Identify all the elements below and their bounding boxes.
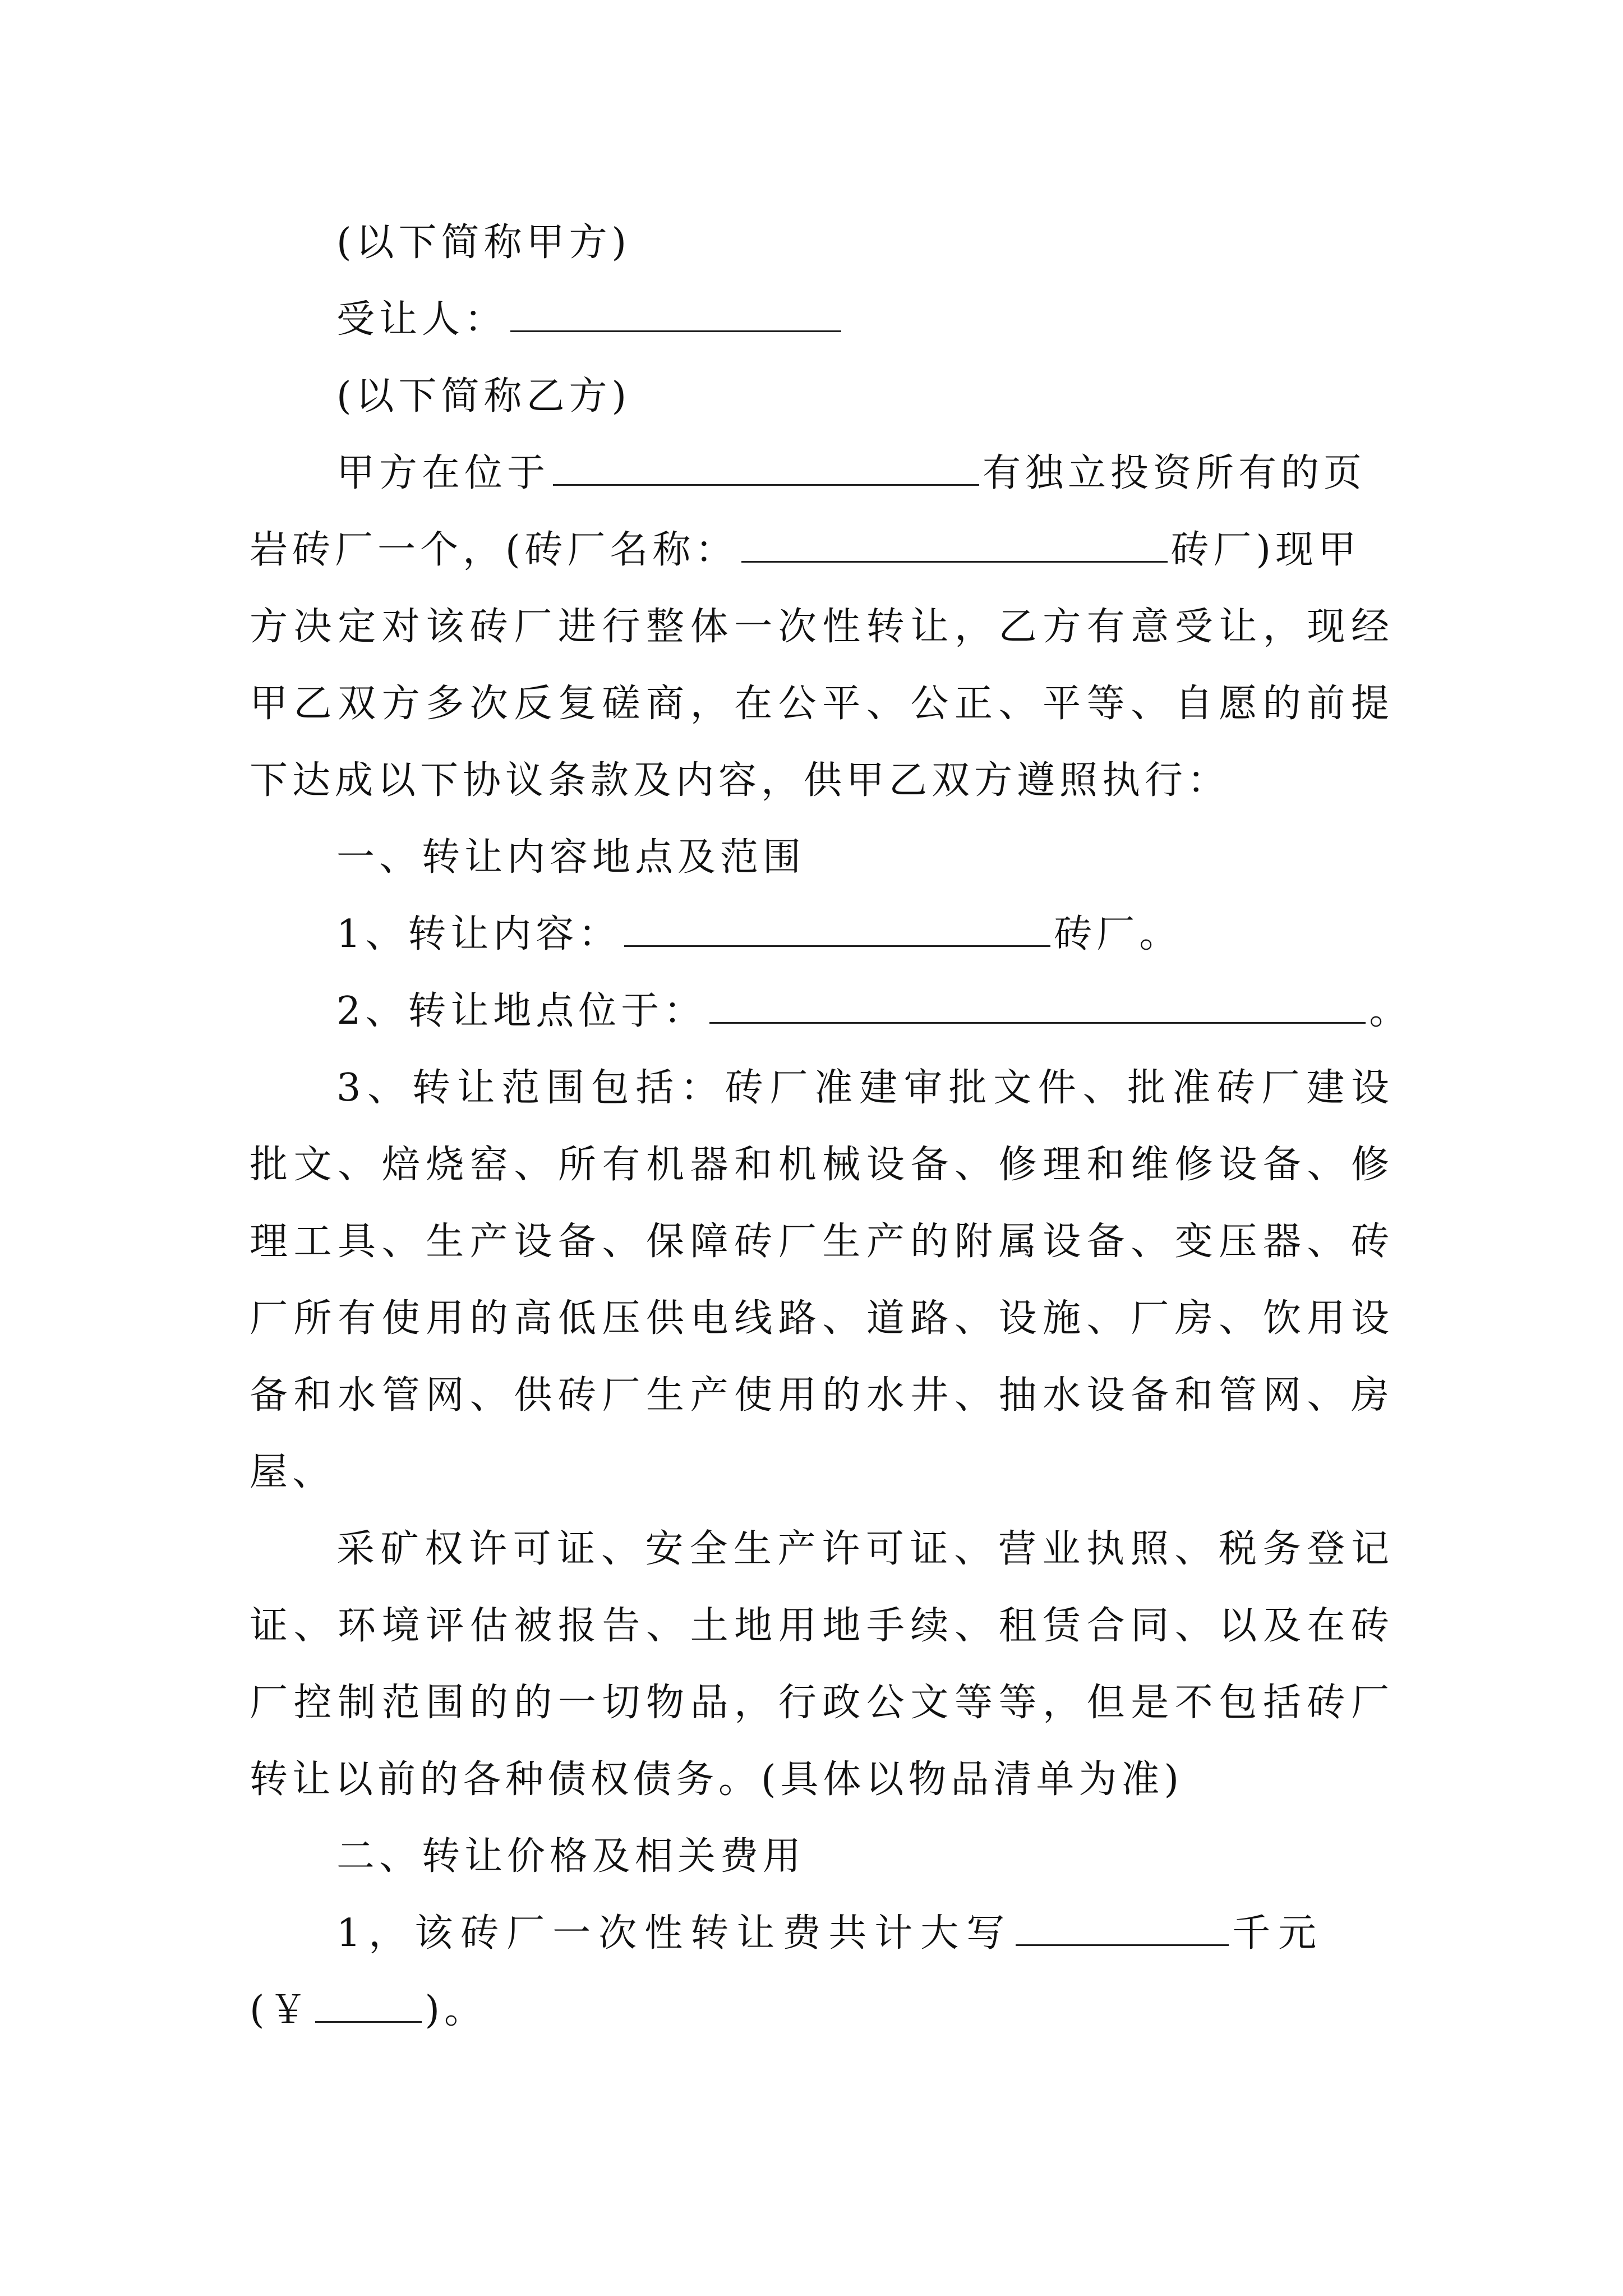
location-intro-line [336,440,1394,507]
paragraph-line [336,1516,1394,1583]
text: 1、转让内容： [336,912,621,956]
paragraph-line [250,1746,1394,1814]
transferee-blank [510,300,841,332]
text: 转让以前的各种债权债务。(具体以物品清单为准) [250,1757,1184,1802]
text: 甲方在位于 [336,451,550,495]
text: 备和水管网、供砖厂生产使用的水井、抽水设备和管网、房 [250,1373,1394,1418]
text: 3、转让范围包括：砖厂准建审批文件、批准砖厂建设 [336,1066,1394,1110]
transfer-location-line [336,978,1412,1045]
paragraph-line [250,1131,1394,1199]
text: )。 [425,1988,487,2032]
paragraph-line [250,593,1394,661]
text: 厂控制范围的的一切物品，行政公文等等，但是不包括砖厂 [250,1681,1394,1725]
transfer-location-blank [709,992,1366,1024]
text: 甲乙双方多次反复磋商，在公平、公正、平等、自愿的前提 [250,682,1394,726]
section-heading-2 [336,1823,1394,1890]
paragraph-line [250,1208,1394,1276]
paragraph-line [250,747,1394,815]
text: 。 [1369,989,1412,1033]
text: 二、转让价格及相关费用 [336,1834,806,1879]
text: 1，该砖厂一次性转让费共计大写 [336,1911,1013,1955]
transferee-label: 受让人： [336,297,508,342]
location-blank [553,454,979,486]
paragraph-line [336,1055,1394,1122]
paragraph-line [250,1593,1394,1660]
price-words-blank [1016,1914,1229,1946]
text: (￥ [250,1988,312,2032]
text: 理工具、生产设备、保障砖厂生产的附属设备、变压器、砖 [250,1220,1394,1264]
price-amount-line [250,1977,1394,2044]
text: 砖厂)现甲 [1170,528,1361,572]
text: 砖厂。 [1054,912,1182,956]
factory-name-blank [741,531,1168,563]
price-amount-blank [315,1991,422,2023]
text: (以下简称甲方) [336,220,631,265]
text: 下达成以下协议条款及内容，供甲乙双方遵照执行： [250,758,1230,803]
paragraph-line [250,670,1394,738]
section-heading-1 [336,824,1394,891]
text: 屋、 [250,1450,335,1494]
text: 批文、焙烧窑、所有机器和机械设备、修理和维修设备、修 [250,1143,1394,1187]
paragraph-line [250,1362,1394,1429]
party-a-note [336,209,1394,277]
paragraph-line [250,1669,1394,1737]
price-line [336,1900,1394,1967]
text: 证、环境评估被报告、土地用地手续、租赁合同、以及在砖 [250,1604,1394,1648]
text: 有独立投资所有的页 [983,451,1367,495]
text: 一、转让内容地点及范围 [336,835,806,880]
text: 方决定对该砖厂进行整体一次性转让，乙方有意受让，现经 [250,605,1394,649]
text: (以下简称乙方) [336,374,631,418]
text: 厂所有使用的高低压供电线路、道路、设施、厂房、饮用设 [250,1296,1394,1341]
text: 采矿权许可证、安全生产许可证、营业执照、税务登记 [336,1527,1394,1571]
transfer-content-blank [624,915,1050,947]
paragraph-line [250,1285,1394,1352]
transferee-line [336,286,1394,353]
text: 千元 [1232,1911,1325,1955]
paragraph-line [250,1439,1394,1506]
factory-name-line [250,517,1394,584]
text: 2、转让地点位于： [336,989,707,1033]
party-b-note [336,363,1394,430]
text: 岩砖厂一个，(砖厂名称： [250,528,738,572]
transfer-content-line [336,901,1394,968]
